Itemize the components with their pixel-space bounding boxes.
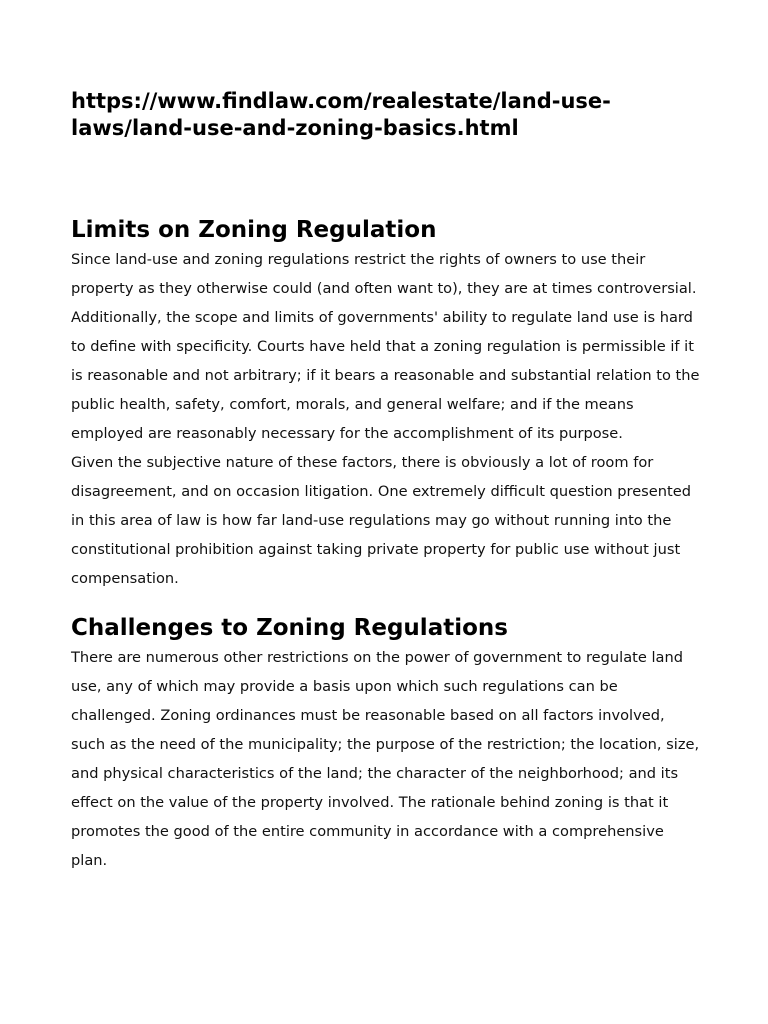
paragraph: Since land-use and zoning regulations restrict the rights of owners to use their property as they otherwise could (and often want to), they are at times controversial. Additionally, the scope and limits of governments' ability to regulate land use is hard to define with specificity. Courts have held that a zoning regulation is permissible if it is reasonable and not arbitrary; if it bears a reasonable and substantial relation to the public health, safety, comfort, morals, and general welfare; and if the means employed are reasonably necessary for the accomplishment of its purpose. xyxy=(71,251,700,442)
page-title-url: https://www.findlaw.com/realestate/land-use-laws/land-use-and-zoning-basics.html xyxy=(71,89,611,140)
section-heading: Challenges to Zoning Regulations xyxy=(71,615,508,641)
section-limits-on-zoning xyxy=(71,215,701,593)
section-challenges-to-zoning xyxy=(71,613,701,875)
section-heading: Limits on Zoning Regulation xyxy=(71,217,437,243)
paragraph: There are numerous other restrictions on the power of government to regulate land use, any of which may provide a basis upon which such regulations can be challenged. Zoning ordinances must be reasonable based on all factors involved, such as the need of the municipality; the purpose of the restriction; the location, size, and physical characteristics of the land; the character of the neighborhood; and its effect on the value of the property involved. The rationale behind zoning is that it promotes the good of the entire community in accordance with a comprehensive plan. xyxy=(71,649,700,869)
paragraph: Given the subjective nature of these factors, there is obviously a lot of room for disagreement, and on occasion litigation. One extremely difficult question presented in this area of law is how far land-use regulations may go without running into the constitutional prohibition against taking private property for public use without just compensation. xyxy=(71,454,691,587)
document-page xyxy=(71,88,701,875)
